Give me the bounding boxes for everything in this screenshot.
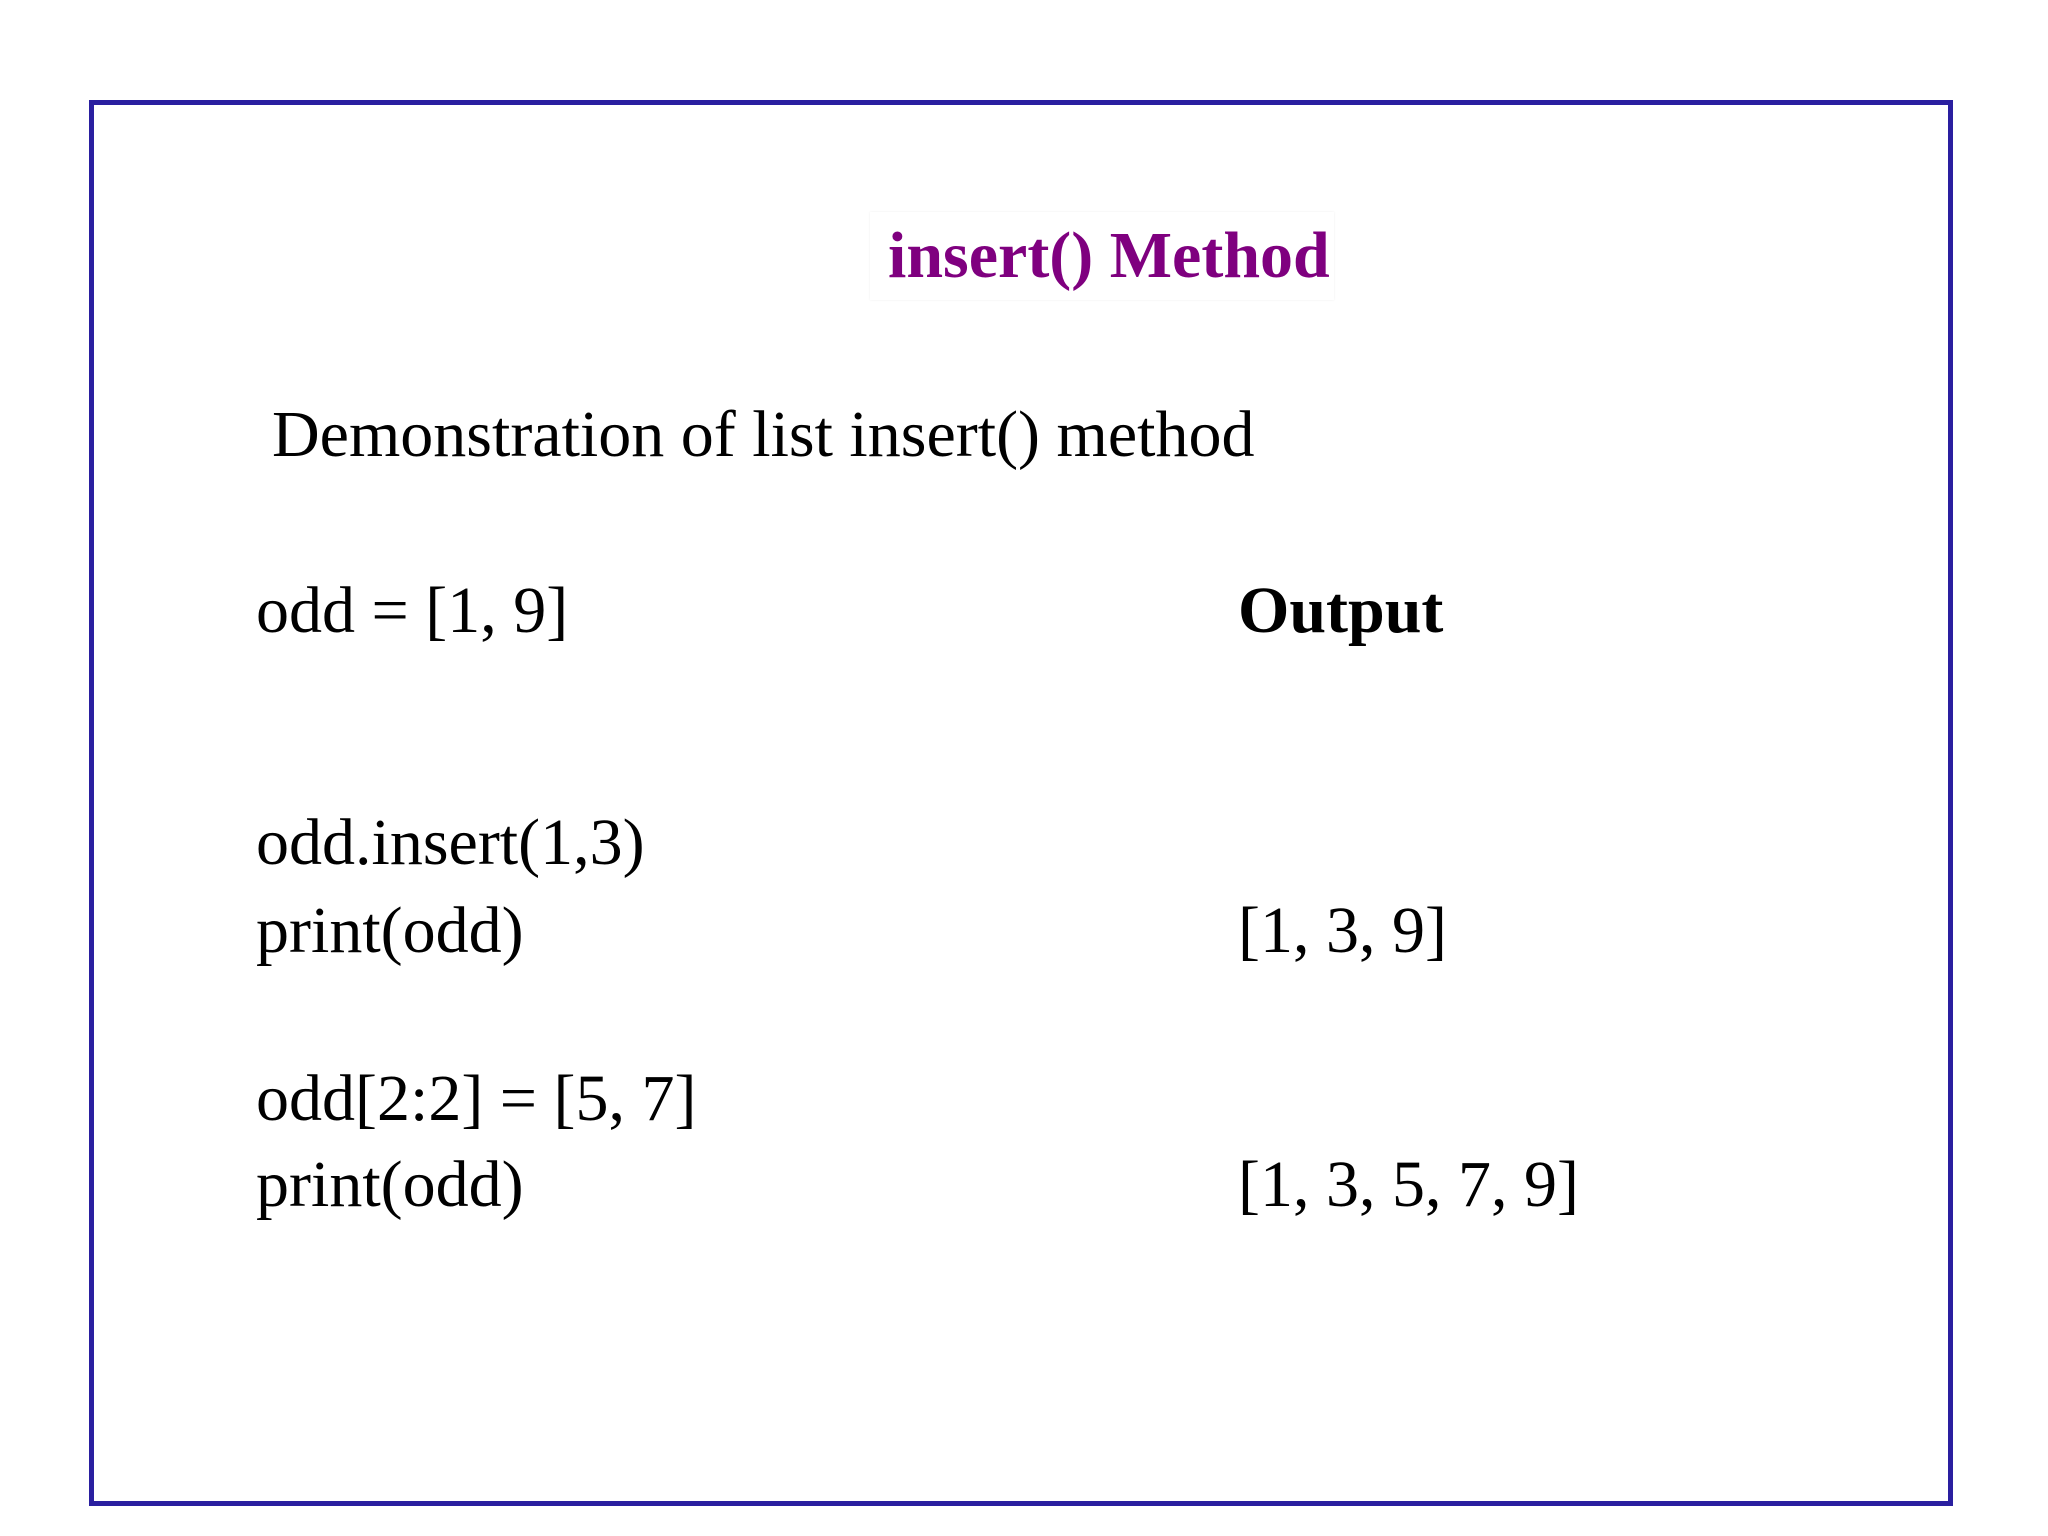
- slide-frame: [89, 100, 1953, 1506]
- output-result-1: [1, 3, 9]: [1238, 894, 1447, 967]
- slide-subtitle: Demonstration of list insert() method: [272, 398, 1255, 471]
- output-heading: Output: [1238, 574, 1444, 647]
- slide-title: insert() Method: [888, 219, 1330, 292]
- code-line-odd-assign: odd = [1, 9]: [256, 574, 569, 647]
- code-line-print-2: print(odd): [256, 1148, 524, 1221]
- code-line-slice-assign: odd[2:2] = [5, 7]: [256, 1062, 697, 1135]
- code-line-print-1: print(odd): [256, 894, 524, 967]
- output-result-2: [1, 3, 5, 7, 9]: [1238, 1148, 1579, 1221]
- title-box: [870, 212, 1334, 300]
- code-line-insert: odd.insert(1,3): [256, 806, 645, 879]
